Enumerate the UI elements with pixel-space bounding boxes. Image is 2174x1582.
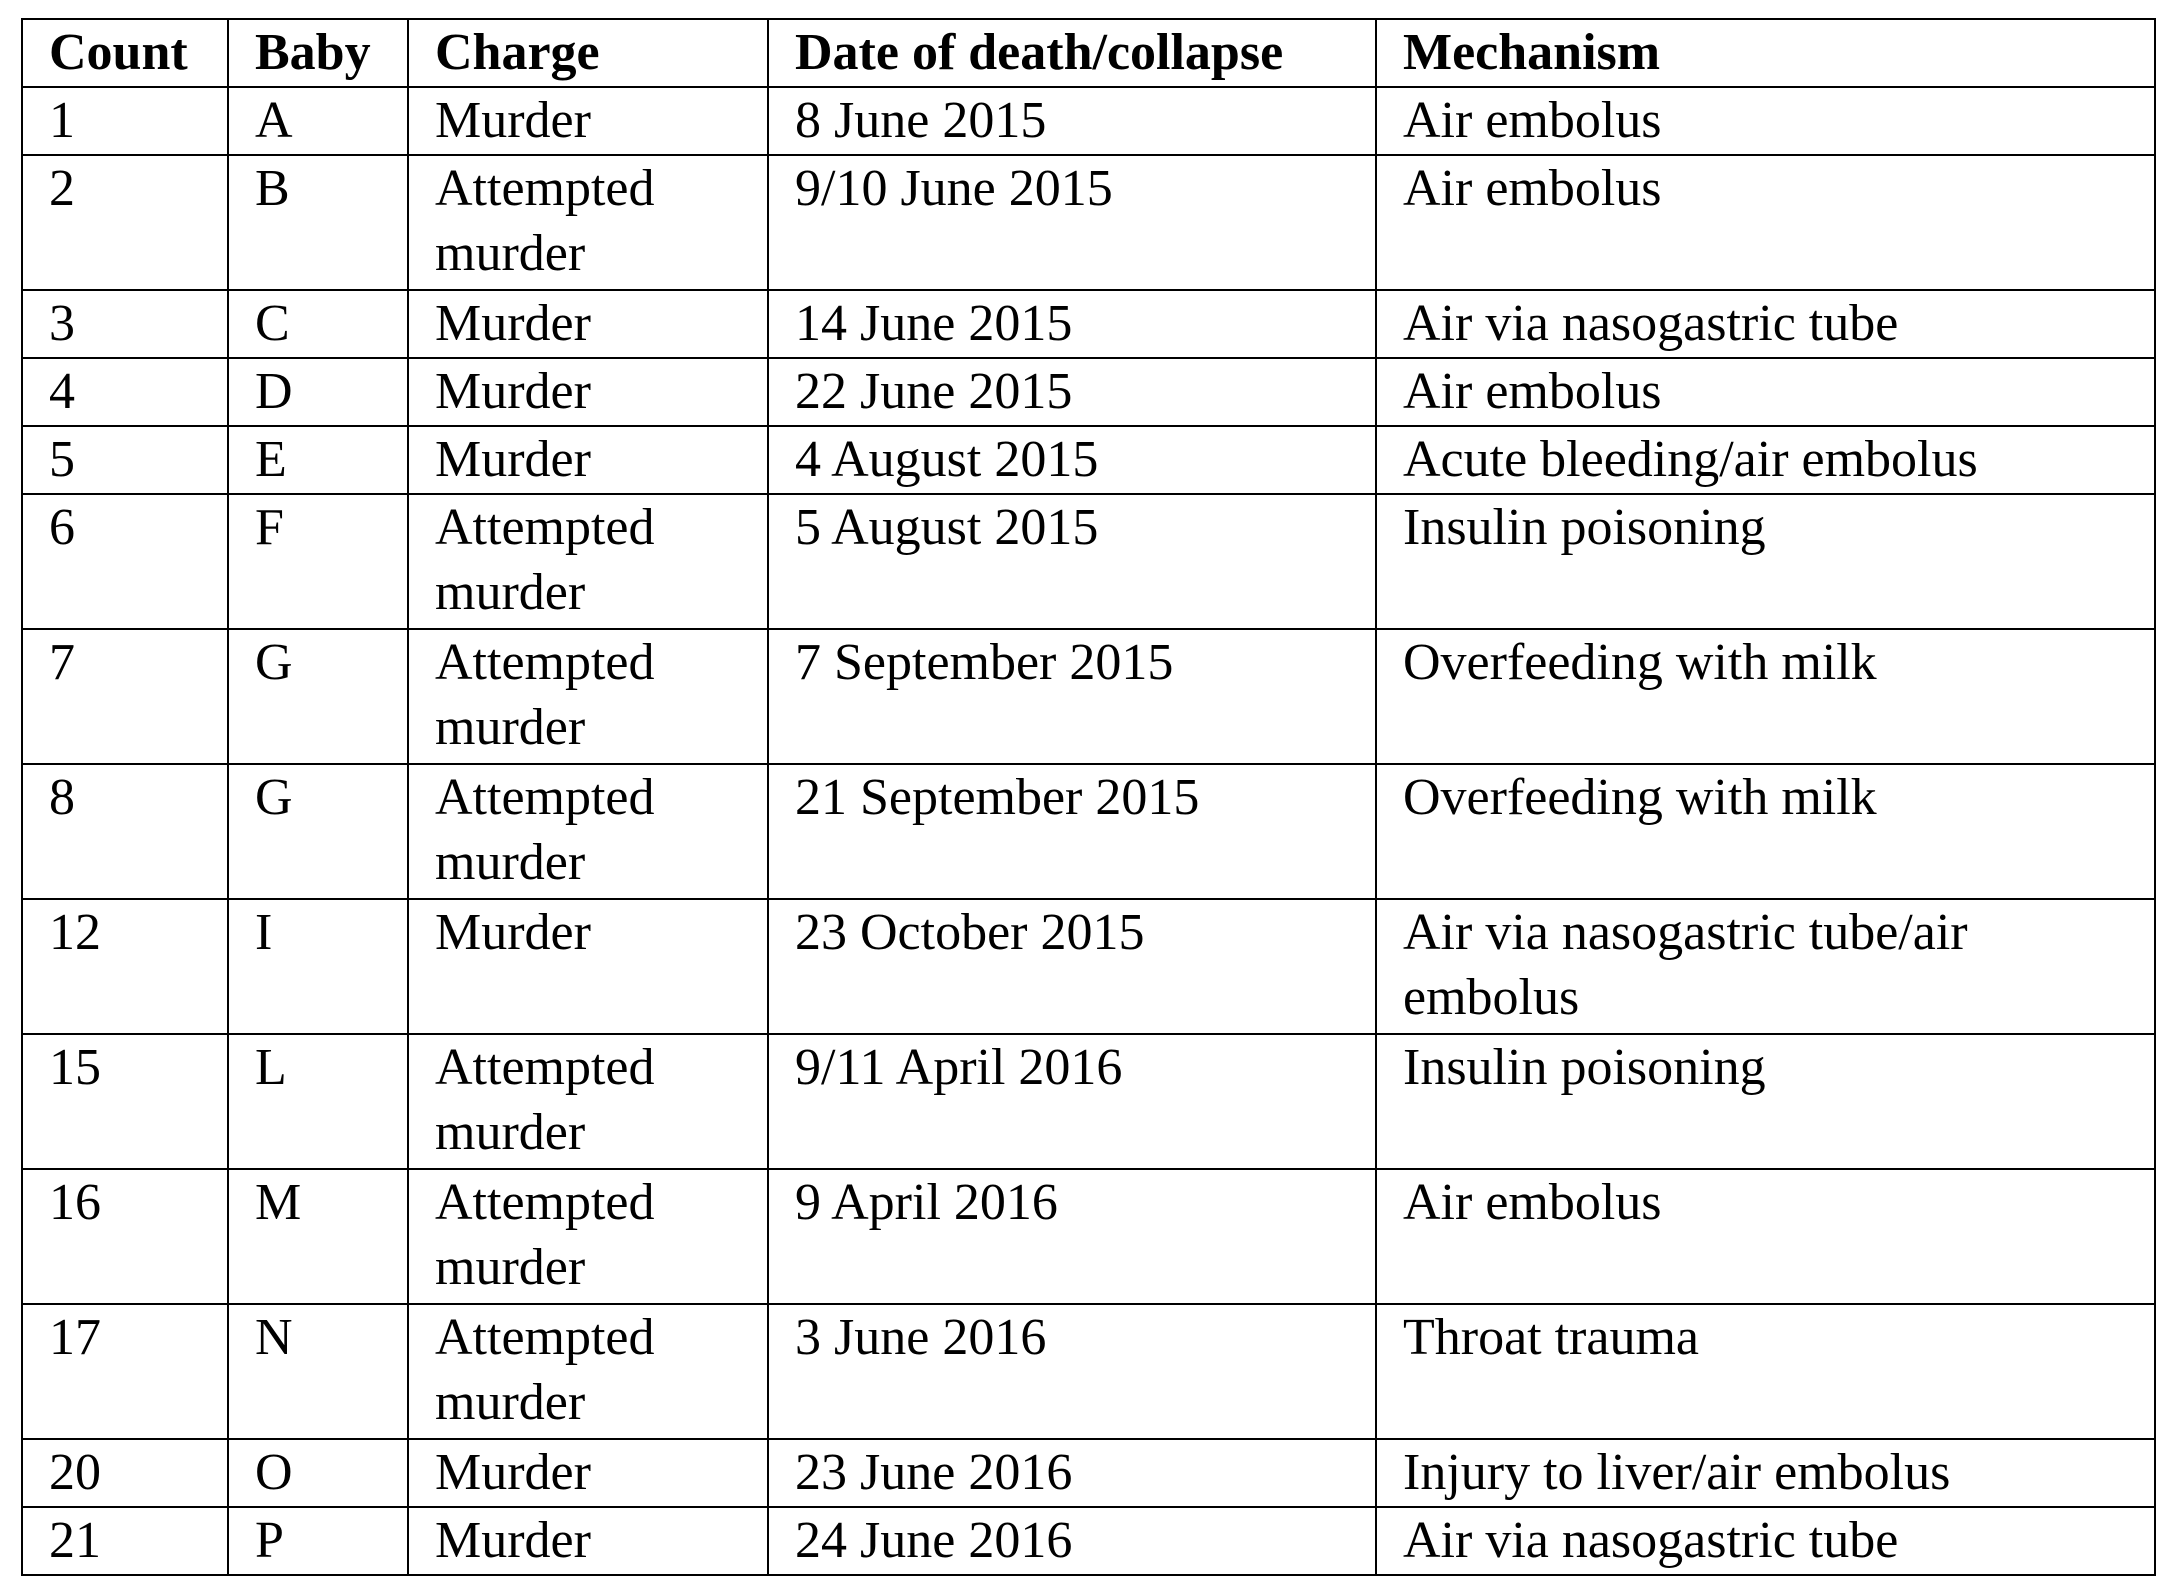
cell-mechanism: Throat trauma: [1376, 1304, 2155, 1439]
cell-baby: G: [228, 629, 408, 764]
cell-count: 15: [22, 1034, 228, 1169]
cell-baby: M: [228, 1169, 408, 1304]
cell-mechanism: Air via nasogastric tube/air embolus: [1376, 899, 2155, 1034]
cell-count: 6: [22, 494, 228, 629]
cell-date: 8 June 2015: [768, 87, 1376, 155]
cell-baby: I: [228, 899, 408, 1034]
cell-date: 9/11 April 2016: [768, 1034, 1376, 1169]
cell-count: 1: [22, 87, 228, 155]
cell-count: 7: [22, 629, 228, 764]
cell-date: 21 September 2015: [768, 764, 1376, 899]
cell-mechanism: Air via nasogastric tube: [1376, 1507, 2155, 1575]
cell-charge: Murder: [408, 358, 768, 426]
cell-charge: Attempted murder: [408, 1169, 768, 1304]
cell-charge: Attempted murder: [408, 494, 768, 629]
cell-baby: E: [228, 426, 408, 494]
cell-mechanism: Overfeeding with milk: [1376, 629, 2155, 764]
counts-table: [21, 18, 2156, 1576]
cell-charge: Murder: [408, 290, 768, 358]
table-row: [22, 494, 2155, 629]
cell-baby: F: [228, 494, 408, 629]
header-baby: Baby: [228, 19, 408, 87]
header-count: Count: [22, 19, 228, 87]
cell-mechanism: Air embolus: [1376, 358, 2155, 426]
cell-mechanism: Insulin poisoning: [1376, 1034, 2155, 1169]
cell-baby: N: [228, 1304, 408, 1439]
cell-charge: Attempted murder: [408, 1304, 768, 1439]
cell-mechanism: Injury to liver/air embolus: [1376, 1439, 2155, 1507]
cell-date: 7 September 2015: [768, 629, 1376, 764]
cell-charge: Murder: [408, 1439, 768, 1507]
cell-baby: O: [228, 1439, 408, 1507]
table-row: [22, 1304, 2155, 1439]
cell-baby: A: [228, 87, 408, 155]
cell-date: 22 June 2015: [768, 358, 1376, 426]
cell-charge: Murder: [408, 1507, 768, 1575]
cell-baby: C: [228, 290, 408, 358]
table-row: [22, 1439, 2155, 1507]
cell-count: 12: [22, 899, 228, 1034]
table-row: [22, 1169, 2155, 1304]
header-charge: Charge: [408, 19, 768, 87]
header-row: [22, 19, 2155, 87]
cell-charge: Murder: [408, 87, 768, 155]
table-row: [22, 1034, 2155, 1169]
cell-date: 23 October 2015: [768, 899, 1376, 1034]
cell-baby: D: [228, 358, 408, 426]
cell-count: 21: [22, 1507, 228, 1575]
cell-baby: B: [228, 155, 408, 290]
cell-mechanism: Air embolus: [1376, 155, 2155, 290]
cell-date: 24 June 2016: [768, 1507, 1376, 1575]
table-row: [22, 629, 2155, 764]
cell-date: 9 April 2016: [768, 1169, 1376, 1304]
cell-baby: P: [228, 1507, 408, 1575]
counts-table-container: [21, 18, 2154, 1576]
cell-baby: G: [228, 764, 408, 899]
table-row: [22, 1507, 2155, 1575]
cell-count: 8: [22, 764, 228, 899]
cell-count: 16: [22, 1169, 228, 1304]
cell-charge: Murder: [408, 899, 768, 1034]
cell-date: 9/10 June 2015: [768, 155, 1376, 290]
cell-count: 5: [22, 426, 228, 494]
cell-date: 3 June 2016: [768, 1304, 1376, 1439]
cell-charge: Attempted murder: [408, 629, 768, 764]
cell-mechanism: Insulin poisoning: [1376, 494, 2155, 629]
cell-baby: L: [228, 1034, 408, 1169]
table-row: [22, 358, 2155, 426]
cell-date: 23 June 2016: [768, 1439, 1376, 1507]
cell-count: 3: [22, 290, 228, 358]
cell-mechanism: Acute bleeding/air embolus: [1376, 426, 2155, 494]
table-row: [22, 290, 2155, 358]
cell-mechanism: Overfeeding with milk: [1376, 764, 2155, 899]
cell-mechanism: Air via nasogastric tube: [1376, 290, 2155, 358]
table-row: [22, 155, 2155, 290]
cell-count: 4: [22, 358, 228, 426]
table-row: [22, 764, 2155, 899]
cell-date: 14 June 2015: [768, 290, 1376, 358]
cell-charge: Attempted murder: [408, 155, 768, 290]
cell-count: 17: [22, 1304, 228, 1439]
cell-charge: Attempted murder: [408, 1034, 768, 1169]
table-row: [22, 899, 2155, 1034]
header-mechanism: Mechanism: [1376, 19, 2155, 87]
cell-count: 2: [22, 155, 228, 290]
cell-date: 5 August 2015: [768, 494, 1376, 629]
cell-mechanism: Air embolus: [1376, 1169, 2155, 1304]
cell-mechanism: Air embolus: [1376, 87, 2155, 155]
cell-count: 20: [22, 1439, 228, 1507]
cell-charge: Murder: [408, 426, 768, 494]
header-date: Date of death/collapse: [768, 19, 1376, 87]
cell-charge: Attempted murder: [408, 764, 768, 899]
cell-date: 4 August 2015: [768, 426, 1376, 494]
table-row: [22, 87, 2155, 155]
table-row: [22, 426, 2155, 494]
